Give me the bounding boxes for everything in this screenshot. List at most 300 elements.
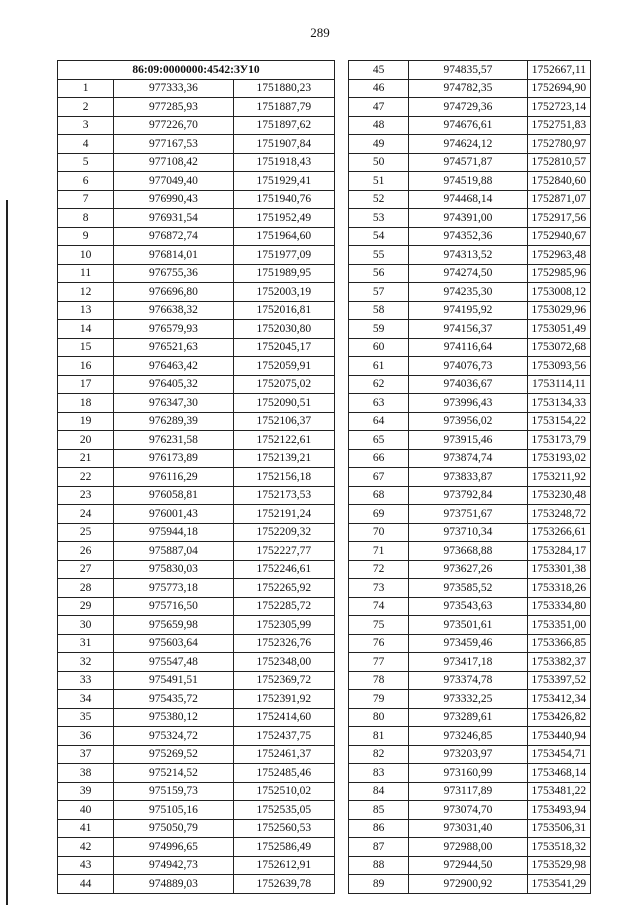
table-row — [58, 745, 335, 764]
coord-y: 1751989,95 — [233, 264, 334, 283]
point-number: 75 — [349, 616, 409, 635]
coord-y: 1752391,92 — [233, 690, 334, 709]
table-row — [349, 875, 591, 894]
table-row — [349, 727, 591, 746]
table-row — [58, 560, 335, 579]
table-row — [58, 690, 335, 709]
coord-y: 1752639,78 — [233, 875, 334, 894]
table-row — [58, 116, 335, 135]
point-number: 69 — [349, 505, 409, 524]
coord-y: 1753093,56 — [527, 357, 590, 376]
coord-y: 1753334,80 — [527, 597, 590, 616]
table-row — [58, 190, 335, 209]
coord-x: 977167,53 — [114, 135, 233, 154]
point-number: 54 — [349, 227, 409, 246]
table-row — [349, 597, 591, 616]
coord-y: 1753440,94 — [527, 727, 590, 746]
point-number: 28 — [58, 579, 114, 598]
point-number: 24 — [58, 505, 114, 524]
coord-y: 1752139,21 — [233, 449, 334, 468]
point-number: 8 — [58, 209, 114, 228]
coord-y: 1753481,22 — [527, 782, 590, 801]
coord-y: 1753211,92 — [527, 468, 590, 487]
coord-y: 1753518,32 — [527, 838, 590, 857]
coord-x: 976814,01 — [114, 246, 233, 265]
coord-y: 1753541,29 — [527, 875, 590, 894]
point-number: 74 — [349, 597, 409, 616]
table-row — [349, 486, 591, 505]
coord-y: 1751952,49 — [233, 209, 334, 228]
coord-y: 1752059,91 — [233, 357, 334, 376]
coord-y: 1752285,72 — [233, 597, 334, 616]
coord-x: 973751,67 — [409, 505, 527, 524]
table-row — [58, 764, 335, 783]
point-number: 56 — [349, 264, 409, 283]
point-number: 71 — [349, 542, 409, 561]
point-number: 67 — [349, 468, 409, 487]
point-number: 78 — [349, 671, 409, 690]
coord-y: 1752265,92 — [233, 579, 334, 598]
point-number: 46 — [349, 79, 409, 98]
table-row — [58, 579, 335, 598]
coord-x: 973833,87 — [409, 468, 527, 487]
coord-y: 1753154,22 — [527, 412, 590, 431]
coord-y: 1753248,72 — [527, 505, 590, 524]
coord-x: 974313,52 — [409, 246, 527, 265]
point-number: 44 — [58, 875, 114, 894]
coord-y: 1752326,76 — [233, 634, 334, 653]
point-number: 21 — [58, 449, 114, 468]
coord-y: 1753114,11 — [527, 375, 590, 394]
table-row — [349, 819, 591, 838]
coord-y: 1752963,48 — [527, 246, 590, 265]
table-row — [58, 671, 335, 690]
table-row — [349, 135, 591, 154]
table-row — [58, 283, 335, 302]
coord-x: 975944,18 — [114, 523, 233, 542]
table-row — [349, 98, 591, 117]
coord-x: 974519,88 — [409, 172, 527, 191]
point-number: 43 — [58, 856, 114, 875]
point-number: 51 — [349, 172, 409, 191]
point-number: 31 — [58, 634, 114, 653]
table-row — [58, 875, 335, 894]
table-row — [349, 671, 591, 690]
coord-x: 976058,81 — [114, 486, 233, 505]
table-row — [349, 153, 591, 172]
coord-x: 976231,58 — [114, 431, 233, 450]
coord-y: 1752667,11 — [527, 61, 590, 80]
table-row — [58, 209, 335, 228]
coord-x: 977285,93 — [114, 98, 233, 117]
coord-x: 975159,73 — [114, 782, 233, 801]
table-row — [58, 320, 335, 339]
point-number: 6 — [58, 172, 114, 191]
point-number: 47 — [349, 98, 409, 117]
table-row — [58, 449, 335, 468]
coord-y: 1752348,00 — [233, 653, 334, 672]
table-row — [58, 135, 335, 154]
table-row — [58, 542, 335, 561]
coord-x: 974195,92 — [409, 301, 527, 320]
point-number: 52 — [349, 190, 409, 209]
table-row — [58, 79, 335, 98]
coord-y: 1753351,00 — [527, 616, 590, 635]
coord-x: 974996,65 — [114, 838, 233, 857]
coordinates-table-right — [348, 60, 591, 894]
coord-x: 973160,99 — [409, 764, 527, 783]
table-row — [58, 172, 335, 191]
coord-x: 973710,34 — [409, 523, 527, 542]
table-row — [349, 357, 591, 376]
coord-y: 1752016,81 — [233, 301, 334, 320]
table-row — [58, 708, 335, 727]
point-number: 60 — [349, 338, 409, 357]
coord-x: 974156,37 — [409, 320, 527, 339]
coord-y: 1752045,17 — [233, 338, 334, 357]
coord-y: 1752369,72 — [233, 671, 334, 690]
coord-x: 976001,43 — [114, 505, 233, 524]
table-row — [58, 98, 335, 117]
table-row — [58, 505, 335, 524]
table-row — [58, 227, 335, 246]
coord-y: 1753230,48 — [527, 486, 590, 505]
coord-x: 977049,40 — [114, 172, 233, 191]
coord-x: 976931,54 — [114, 209, 233, 228]
coord-y: 1753072,68 — [527, 338, 590, 357]
coord-y: 1753301,38 — [527, 560, 590, 579]
table-row — [349, 616, 591, 635]
coord-x: 973585,52 — [409, 579, 527, 598]
coord-y: 1752723,14 — [527, 98, 590, 117]
coord-x: 974835,57 — [409, 61, 527, 80]
coord-y: 1753008,12 — [527, 283, 590, 302]
coord-y: 1752156,18 — [233, 468, 334, 487]
coord-x: 974468,14 — [409, 190, 527, 209]
coord-y: 1753051,49 — [527, 320, 590, 339]
point-number: 19 — [58, 412, 114, 431]
point-number: 81 — [349, 727, 409, 746]
point-number: 80 — [349, 708, 409, 727]
point-number: 68 — [349, 486, 409, 505]
table-row — [349, 542, 591, 561]
point-number: 36 — [58, 727, 114, 746]
coord-x: 976463,42 — [114, 357, 233, 376]
point-number: 41 — [58, 819, 114, 838]
table-row — [58, 338, 335, 357]
point-number: 72 — [349, 560, 409, 579]
coord-y: 1752560,53 — [233, 819, 334, 838]
table-row — [349, 634, 591, 653]
coord-y: 1753029,96 — [527, 301, 590, 320]
coord-y: 1752985,96 — [527, 264, 590, 283]
coord-x: 974624,12 — [409, 135, 527, 154]
point-number: 58 — [349, 301, 409, 320]
point-number: 79 — [349, 690, 409, 709]
coord-y: 1753529,98 — [527, 856, 590, 875]
coord-x: 975603,64 — [114, 634, 233, 653]
coord-x: 974729,36 — [409, 98, 527, 117]
point-number: 20 — [58, 431, 114, 450]
coord-y: 1753426,82 — [527, 708, 590, 727]
coord-x: 973031,40 — [409, 819, 527, 838]
coord-y: 1752510,02 — [233, 782, 334, 801]
table-row — [349, 560, 591, 579]
coord-y: 1751907,84 — [233, 135, 334, 154]
point-number: 25 — [58, 523, 114, 542]
table-row — [349, 338, 591, 357]
point-number: 27 — [58, 560, 114, 579]
coord-y: 1752751,83 — [527, 116, 590, 135]
coord-x: 973374,78 — [409, 671, 527, 690]
point-number: 48 — [349, 116, 409, 135]
table-row — [349, 190, 591, 209]
coord-x: 974942,73 — [114, 856, 233, 875]
point-number: 42 — [58, 838, 114, 857]
coord-x: 972944,50 — [409, 856, 527, 875]
point-number: 23 — [58, 486, 114, 505]
table-row — [349, 283, 591, 302]
table-row — [349, 523, 591, 542]
table-row — [58, 653, 335, 672]
coord-y: 1753366,85 — [527, 634, 590, 653]
point-number: 4 — [58, 135, 114, 154]
point-number: 32 — [58, 653, 114, 672]
coord-y: 1753284,17 — [527, 542, 590, 561]
table-row — [58, 301, 335, 320]
coord-x: 976990,43 — [114, 190, 233, 209]
coord-y: 1752917,56 — [527, 209, 590, 228]
point-number: 50 — [349, 153, 409, 172]
table-row — [58, 394, 335, 413]
point-number: 11 — [58, 264, 114, 283]
coord-x: 975269,52 — [114, 745, 233, 764]
point-number: 38 — [58, 764, 114, 783]
point-number: 86 — [349, 819, 409, 838]
coord-y: 1752173,53 — [233, 486, 334, 505]
coord-y: 1751887,79 — [233, 98, 334, 117]
coord-x: 975887,04 — [114, 542, 233, 561]
coord-y: 1752485,46 — [233, 764, 334, 783]
table-row — [349, 579, 591, 598]
coord-x: 973996,43 — [409, 394, 527, 413]
table-row — [349, 708, 591, 727]
coord-y: 1752227,77 — [233, 542, 334, 561]
coord-x: 975050,79 — [114, 819, 233, 838]
point-number: 9 — [58, 227, 114, 246]
point-number: 7 — [58, 190, 114, 209]
coord-x: 975830,03 — [114, 560, 233, 579]
coord-x: 976872,74 — [114, 227, 233, 246]
coord-y: 1753454,71 — [527, 745, 590, 764]
coord-y: 1753134,33 — [527, 394, 590, 413]
table-row — [58, 523, 335, 542]
page-number: 289 — [310, 25, 330, 40]
coord-x: 974235,30 — [409, 283, 527, 302]
coord-x: 976173,89 — [114, 449, 233, 468]
point-number: 87 — [349, 838, 409, 857]
point-number: 26 — [58, 542, 114, 561]
table-row — [58, 727, 335, 746]
coord-x: 974116,64 — [409, 338, 527, 357]
table-row — [349, 375, 591, 394]
coord-x: 974391,00 — [409, 209, 527, 228]
coord-x: 973874,74 — [409, 449, 527, 468]
coord-x: 973956,02 — [409, 412, 527, 431]
table-row — [349, 431, 591, 450]
coord-x: 976289,39 — [114, 412, 233, 431]
coord-x: 976755,36 — [114, 264, 233, 283]
point-number: 40 — [58, 801, 114, 820]
table-row — [349, 449, 591, 468]
coord-x: 976696,80 — [114, 283, 233, 302]
table-row — [58, 246, 335, 265]
coord-y: 1752106,37 — [233, 412, 334, 431]
point-number: 85 — [349, 801, 409, 820]
coord-y: 1753506,31 — [527, 819, 590, 838]
point-number: 73 — [349, 579, 409, 598]
table-row — [58, 412, 335, 431]
point-number: 3 — [58, 116, 114, 135]
coord-x: 974036,67 — [409, 375, 527, 394]
point-number: 82 — [349, 745, 409, 764]
table-row — [58, 468, 335, 487]
coord-x: 975659,98 — [114, 616, 233, 635]
coord-y: 1751880,23 — [233, 79, 334, 98]
coord-x: 976347,30 — [114, 394, 233, 413]
point-number: 5 — [58, 153, 114, 172]
coord-x: 975380,12 — [114, 708, 233, 727]
coord-y: 1752780,97 — [527, 135, 590, 154]
point-number: 59 — [349, 320, 409, 339]
coord-y: 1752191,24 — [233, 505, 334, 524]
coord-y: 1751940,76 — [233, 190, 334, 209]
point-number: 10 — [58, 246, 114, 265]
table-row — [58, 486, 335, 505]
coord-x: 975773,18 — [114, 579, 233, 598]
point-number: 88 — [349, 856, 409, 875]
coord-y: 1753193,02 — [527, 449, 590, 468]
coord-x: 975324,72 — [114, 727, 233, 746]
coord-x: 975105,16 — [114, 801, 233, 820]
point-number: 34 — [58, 690, 114, 709]
table-row — [349, 301, 591, 320]
table-row — [58, 153, 335, 172]
point-number: 2 — [58, 98, 114, 117]
table-row — [58, 782, 335, 801]
coord-x: 973668,88 — [409, 542, 527, 561]
table-row — [58, 431, 335, 450]
table-row — [349, 264, 591, 283]
coord-y: 1753318,26 — [527, 579, 590, 598]
coord-x: 976521,63 — [114, 338, 233, 357]
coord-x: 973117,89 — [409, 782, 527, 801]
coord-x: 974782,35 — [409, 79, 527, 98]
point-number: 89 — [349, 875, 409, 894]
point-number: 70 — [349, 523, 409, 542]
table-header-row — [58, 61, 335, 80]
table-row — [349, 61, 591, 80]
point-number: 63 — [349, 394, 409, 413]
table-row — [349, 468, 591, 487]
coord-x: 975716,50 — [114, 597, 233, 616]
coord-x: 974274,50 — [409, 264, 527, 283]
table-row — [349, 745, 591, 764]
coord-y: 1752535,05 — [233, 801, 334, 820]
coord-x: 973332,25 — [409, 690, 527, 709]
coord-x: 976638,32 — [114, 301, 233, 320]
point-number: 30 — [58, 616, 114, 635]
coord-y: 1753468,14 — [527, 764, 590, 783]
coord-y: 1752810,57 — [527, 153, 590, 172]
table-row — [349, 764, 591, 783]
coord-y: 1751929,41 — [233, 172, 334, 191]
point-number: 62 — [349, 375, 409, 394]
coord-y: 1752871,07 — [527, 190, 590, 209]
table-row — [349, 856, 591, 875]
coord-y: 1753493,94 — [527, 801, 590, 820]
coord-x: 973203,97 — [409, 745, 527, 764]
coord-y: 1753266,61 — [527, 523, 590, 542]
table-row — [58, 357, 335, 376]
coord-x: 977108,42 — [114, 153, 233, 172]
point-number: 35 — [58, 708, 114, 727]
point-number: 18 — [58, 394, 114, 413]
coord-x: 975435,72 — [114, 690, 233, 709]
point-number: 55 — [349, 246, 409, 265]
table-row — [349, 246, 591, 265]
point-number: 17 — [58, 375, 114, 394]
point-number: 64 — [349, 412, 409, 431]
table-row — [349, 838, 591, 857]
coord-y: 1752075,02 — [233, 375, 334, 394]
coord-x: 973501,61 — [409, 616, 527, 635]
coord-y: 1752209,32 — [233, 523, 334, 542]
coord-y: 1753382,37 — [527, 653, 590, 672]
parcel-id-header: 86:09:0000000:4542:ЗУ10 — [58, 61, 335, 80]
table-row — [58, 801, 335, 820]
table-row — [349, 209, 591, 228]
coord-y: 1751977,09 — [233, 246, 334, 265]
coord-y: 1752414,60 — [233, 708, 334, 727]
coord-x: 973074,70 — [409, 801, 527, 820]
table-row — [58, 819, 335, 838]
coord-x: 974676,61 — [409, 116, 527, 135]
table-row — [58, 375, 335, 394]
table-row — [349, 79, 591, 98]
coord-y: 1752030,80 — [233, 320, 334, 339]
coord-y: 1752940,67 — [527, 227, 590, 246]
coord-y: 1753173,79 — [527, 431, 590, 450]
coord-x: 974352,36 — [409, 227, 527, 246]
point-number: 77 — [349, 653, 409, 672]
coord-y: 1752437,75 — [233, 727, 334, 746]
point-number: 57 — [349, 283, 409, 302]
coord-x: 974889,03 — [114, 875, 233, 894]
table-row — [349, 782, 591, 801]
coord-x: 973459,46 — [409, 634, 527, 653]
table-row — [349, 690, 591, 709]
coord-x: 976405,32 — [114, 375, 233, 394]
coord-y: 1752586,49 — [233, 838, 334, 857]
point-number: 14 — [58, 320, 114, 339]
point-number: 49 — [349, 135, 409, 154]
point-number: 83 — [349, 764, 409, 783]
table-row — [58, 264, 335, 283]
table-row — [349, 116, 591, 135]
table-row — [349, 394, 591, 413]
coord-x: 977333,36 — [114, 79, 233, 98]
